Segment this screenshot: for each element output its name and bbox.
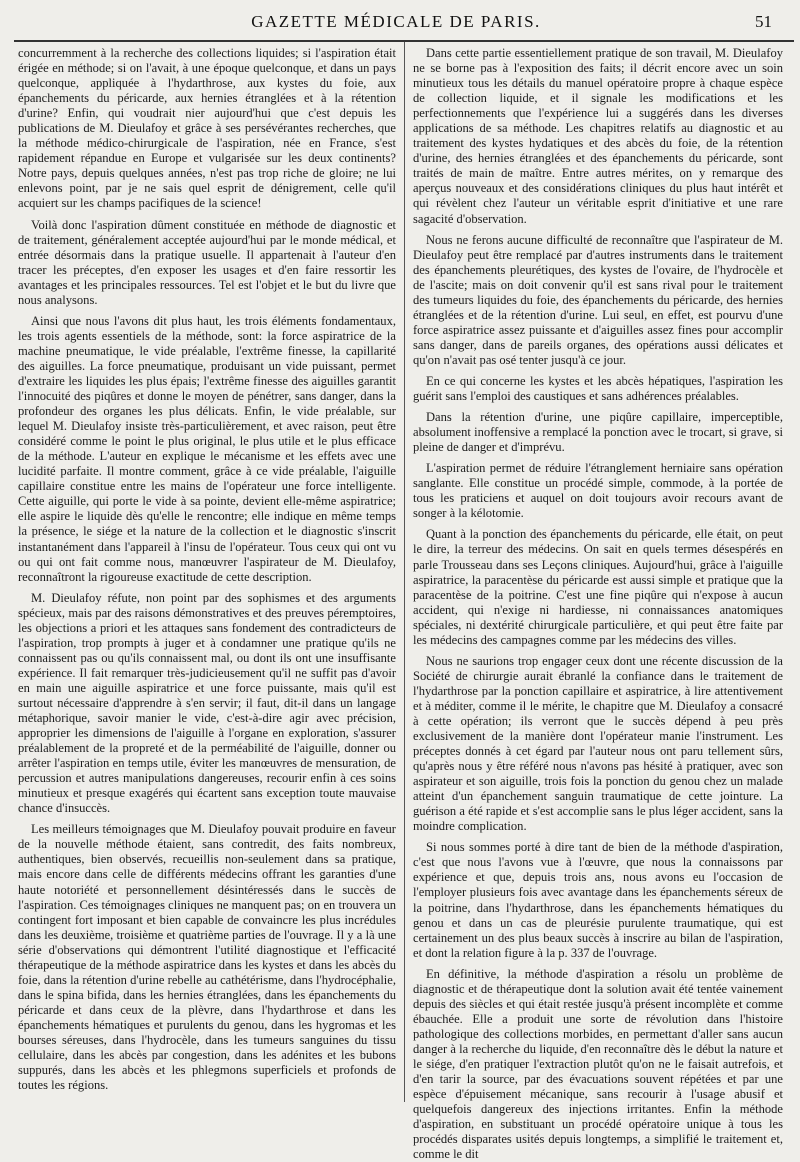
journal-title: GAZETTE MÉDICALE DE PARIS.: [251, 12, 541, 31]
left-column: [18, 46, 396, 1096]
paragraph: Dans cette partie essentiellement pratique de son travail, M. Dieulafoy ne se borne pas à l'exposition des faits; il décrit encore avec un soin minutieux tous les détails du manuel opératoire propre à chaque espèce de collection liquide, et il signale les modifications et les perfectionnements que l'expérience lui a suggérés dans les diverses applications de sa méthode. Les chapitres relatifs au diagnostic et au traitement des kystes hydatiques et des abcès du foie, de la rétention d'urine, des hernies étranglées et des épanchements du péricarde, sont traités de main de maître. Entre autres mérites, on y remarque des aperçus nouveaux et des considérations cliniques du plus haut intérêt et qui révèlent chez l'auteur un véritable esprit d'initiative et une rare sagacité d'observation.: [413, 46, 783, 226]
page-header: [20, 10, 772, 34]
page-number: 51: [755, 12, 772, 31]
paragraph: Nous ne ferons aucune difficulté de reconnaître que l'aspirateur de M. Dieulafoy peut être remplacé par d'autres instruments dans le traitement des épanchements pleurétiques, des kystes de l'ovaire, de l'hydrocèle et de l'ascite; mais on doit convenir qu'il est sans rival pour le traitement des tumeurs liquides du foie, des épanchements du péricarde, des hernies étranglées et de la rétention d'urine. Lui seul, en effet, est pourvu d'une force aspiratrice assez puissante et d'aiguilles assez fines pour accomplir sans danger, dans de pareils organes, des opérations aussi délicates et qu'on n'avait pas osé tenter jusqu'à ce jour.: [413, 232, 783, 367]
paragraph: L'aspiration permet de réduire l'étranglement herniaire sans opération sanglante. Elle constitue un procédé simple, commode, à la portée de tous les praticiens et auquel on doit toujours avoir recours avant de songer à la kélotomie.: [413, 461, 783, 521]
paragraph: En définitive, la méthode d'aspiration a résolu un problème de diagnostic et de thérapeutique dont la solution avait été tentée vainement depuis des siècles et qui était restée jusqu'à présent incomplète et comme ébauchée. Elle a produit une sorte de révolution dans l'histoire pathologique des collections morbides, en permettant d'aller sans aucun danger à la recherche du liquide, d'en reconnaître dès le début la nature et le siége, d'en pratiquer l'extraction plutôt qu'on ne le faisait autrefois, et d'en tarir la source, par des évacuations souvent répétées et par une espèce d'épuisement mécanique, sans recourir à l'usage abusif et quelquefois dangereux des injections irritantes. Enfin la méthode d'aspiration, en substituant un procédé opératoire unique à tous les procédés disparates usités depuis longtemps, a simplifié le traitement et, comme le dit: [413, 966, 783, 1162]
column-divider: [404, 42, 405, 1102]
paragraph: Dans la rétention d'urine, une piqûre capillaire, imperceptible, absolument inoffensive a remplacé la ponction avec le trocart, si grave, si pleine de danger et d'imprévu.: [413, 410, 783, 455]
paragraph: Voilà donc l'aspiration dûment constituée en méthode de diagnostic et de traitement, généralement acceptée aujourd'hui par le monde médical, et entrée désormais dans la pratique usuelle. Il appartenait à l'auteur d'en tracer les préceptes, d'en exposer les usages et d'en faire ressortir les avantages et les principales ressources. Tel est l'objet et le but du livre que nous analysons.: [18, 217, 396, 307]
paragraph: Ainsi que nous l'avons dit plus haut, les trois éléments fondamentaux, les trois agents essentiels de la méthode, sont: la force aspiratrice de la machine pneumatique, le vide préalable, l'extrême finesse, la capillarité des aiguilles. La force pneumatique, produisant un vide puissant, permet d'extraire les liquides les plus épais; l'extrême finesse des aiguilles garantit l'innocuité des piqûres et donne le moyen de pénétrer, sans danger, dans la profondeur des organes les plus délicats. Enfin, le vide préalable, sur lequel M. Dieulafoy insiste très-particulièrement, et avec raison, peut être considéré comme le point le plus original, le plus utile et le plus efficace de la méthode. L'auteur en explique le mécanisme et les effets avec une lucidité parfaite. Il montre comment, grâce à ce vide préalable, l'aiguille capillaire constitue entre les mains de l'opérateur une force intelligente. Cette aiguille, qui porte le vide à sa pointe, devient elle-même aspiratrice; elle aspire le liquide dès qu'elle le rencontre; elle indique en même temps la présence, le siége et la nature de la collection et le diagnostic s'inscrit instantanément dans l'appareil à l'insu de l'opérateur. Tous ceux qui ont vu ou qui ont fait comme nous, manœuvrer l'aspirateur de M. Dieulafoy, reconnaîtront la rigoureuse exactitude de cette description.: [18, 313, 396, 584]
paragraph: M. Dieulafoy réfute, non point par des sophismes et des arguments spécieux, mais par des raisons démonstratives et des preuves péremptoires, les objections a priori et les attaques sans fondement des contradicteurs de l'aspiration, trop prompts à juger et à condamner une pratique qu'ils ne connaissent pas ou qu'ils connaissent mal, ou dont ils ont une insuffisante expérience. Il fait remarquer très-judicieusement qu'il ne suffit pas d'avoir en main une aiguille aspiratrice et une force puissante, mais qu'il est surtout nécessaire d'apprendre à s'en servir; il faut, dit-il dans un langage métaphorique, savoir manier le vide, c'est-à-dire agir avec précision, approprier les dimensions de l'aiguille à l'organe en exploration, s'assurer préalablement de la propreté et de la perméabilité de l'aiguille, donner ou arrêter l'aspiration en temps utile, éviter les manœuvres de mensuration, de percussion et autres manipulations dangereuses, recourir enfin à ces soins minutieux et presque exagérés qui écartent sans exception toute mauvaise chance d'insuccès.: [18, 590, 396, 816]
paragraph: concurremment à la recherche des collections liquides; si l'aspiration était érigée en méthode; si on l'avait, à une époque quelconque, et dans un pays quelconque, appliquée à l'hydarthrose, aux kystes du foie, aux épanchements du péricarde, aux hernies étranglées et à la rétention d'urine? Enfin, qui voudrait nier aujourd'hui que c'est depuis les publications de M. Dieulafoy et grâce à ses persévérantes recherches, que la méthode médico-chirurgicale de l'aspiration, née en France, s'est rapidement répandue en Europe et vulgarisée sur les deux continents? Notre pays, depuis quelques années, n'est pas trop riche de gloire; ne lui enlevons point, par je ne sais quel esprit de dénigrement, celle qu'il acquiert sur les champs pacifiques de la science!: [18, 46, 396, 211]
paragraph: Quant à la ponction des épanchements du péricarde, elle était, on peut le dire, la terreur des médecins. On sait en quels termes désespérés en parle Trousseau dans ses Leçons cliniques. Aujourd'hui, grâce à l'aiguille aspiratrice, la paracentèse du péricarde est aussi simple et pratique que la paracentèse de la poitrine. C'est une fine piqûre qui n'expose à aucun accident, qui n'exige ni hardiesse, ni connaissances anatomiques spéciales, ni dextérité chirurgicale particulière, et qui peut être faite par les médecins des campagnes comme par les médecins des villes.: [413, 527, 783, 647]
paragraph: Si nous sommes porté à dire tant de bien de la méthode d'aspiration, c'est que nous l'avons vue à l'œuvre, que nous la connaissons par expérience et que, depuis trois ans, nous avons eu l'occasion de l'employer plusieurs fois avec avantage dans les épanchements séreux de la poitrine, dans l'hydarthrose, dans les épanchements hématiques du genou et dans un cas de pleurésie purulente traumatique, qui est certainement un des plus beaux succès à inscrire au bilan de l'aspiration, et dont la relation figure à la p. 337 de l'ouvrage.: [413, 840, 783, 960]
paragraph: Nous ne saurions trop engager ceux dont une récente discussion de la Société de chirurgie aurait ébranlé la confiance dans le traitement de l'hydarthrose par la ponction capillaire et aspiratrice, à lire attentivement et à méditer, comme il le mérite, le chapitre que M. Dieulafoy a consacré à cette opération; ils verront que le succès dépend à peu près exclusivement de la manière dont l'opérateur manie l'instrument. Les préceptes donnés à cet égard par l'auteur nous ont paru tellement sûrs, qu'après nous y être référé nous n'avons pas hésité à pratiquer, avec son aspirateur et son aiguille, trois fois la ponction du genou chez un malade atteint d'un épanchement sanguin traumatique de cette jointure. La guérison a été rapide et s'est accomplie sans le plus léger accident, sans la moindre complication.: [413, 653, 783, 834]
right-column: [413, 46, 783, 1162]
paragraph: En ce qui concerne les kystes et les abcès hépatiques, l'aspiration les guérit sans l'emploi des caustiques et sans adhérences préalables.: [413, 373, 783, 404]
paragraph: Les meilleurs témoignages que M. Dieulafoy pouvait produire en faveur de la nouvelle méthode étaient, sans contredit, des faits nombreux, authentiques, bien observés, recueillis non-seulement dans sa pratique, mais encore dans celle de différents médecins offrant les garanties d'une haute notoriété et personnellement désintéressés dans le succès de l'aspiration. Ces témoignages cliniques ne manquent pas; on en trouvera un contingent fort imposant et bien capable de convaincre les plus incrédules dans les deuxième, troisième et quatrième parties de l'ouvrage. Il y a là une série d'observations qui démontrent l'utilité diagnostique et l'efficacité thérapeutique de la méthode aspiratrice dans les kystes et dans les abcès du foie, dans la rétention d'urine rebelle au cathétérisme, dans l'hydrocéphalie, dans le spina bifida, dans les hernies étranglées, dans les épanchements du péricarde et dans ceux de la plèvre, dans l'hydarthrose et dans les épanchements hématiques et purulents du genou, dans les hygromas et les bourses séreuses, dans l'hydrocèle, dans les tumeurs sanguines du tissu cellulaire, dans les abcès par congestion, dans les adénites et les bubons suppurés, dans les abcès et les phlegmons superficiels et profonds de toutes les régions.: [18, 822, 396, 1093]
